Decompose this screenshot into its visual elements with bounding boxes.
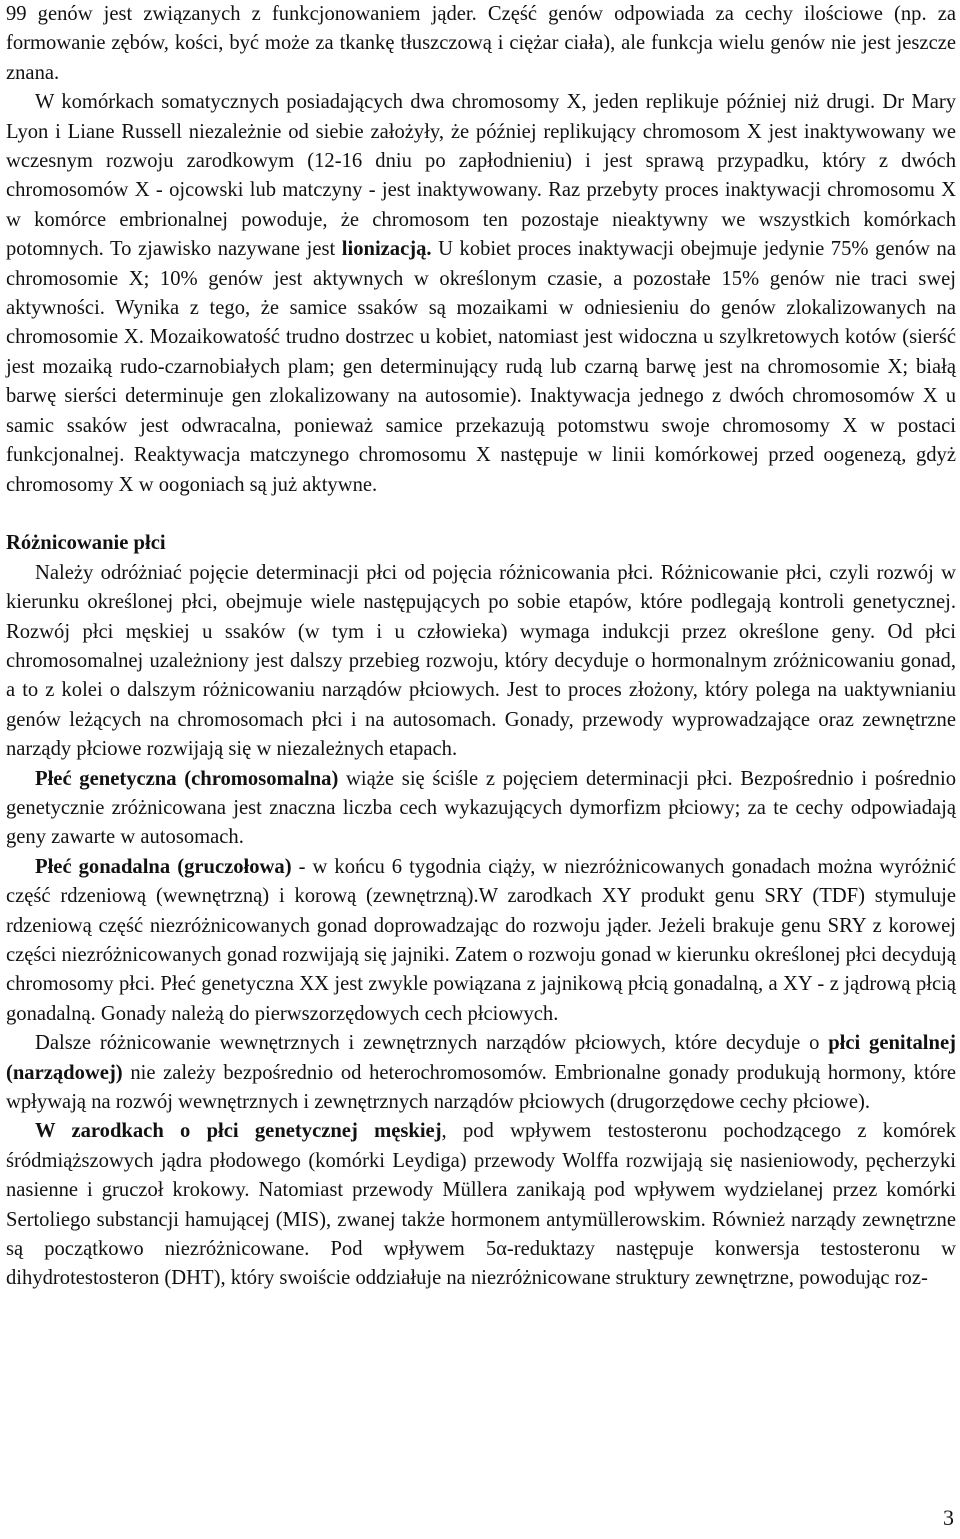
- term-genetic-sex: Płeć genetyczna (chromosomalna): [35, 767, 339, 790]
- term-gonadal-sex: Płeć gonadalna (gruczołowa): [35, 855, 292, 878]
- section-heading: Różnicowanie płci: [6, 532, 166, 555]
- term-male-embryo: W zarodkach o płci genetycznej męskiej: [35, 1120, 442, 1143]
- paragraph-text: nie zależy bezpośrednio od heterochromosomów. Embrionalne gonady produkują hormony, które wpływają na rozwój wewnętrznych i zewnętrznych narządów płciowych (drugorzędowe cechy płciowe).: [6, 1061, 956, 1114]
- page-number: 3: [943, 1505, 954, 1530]
- paragraph-text: W komórkach somatycznych posiadających dwa chromosomy X, jeden replikuje później niż drugi. Dr Mary Lyon i Liane Russell niezależnie od siebie założyły, że później replikujący chromosom X jest inaktywowany we wczesnym rozwoju zarodkowym (12-16 dniu po zapłodnieniu) i jest sprawą przypadku, który z dwóch chromosomów X - ojcowski lub matczyny - jest inaktywowany. Raz przebyty proces inaktywacji chromosomu X w komórce embrionalnej powoduje, że chromosom ten pozostaje nieaktywny we wszystkich komórkach potomnych. To zjawisko nazywane jest: [6, 91, 956, 261]
- paragraph-male-embryo: [6, 1117, 956, 1293]
- term-lionization: lionizacją.: [341, 238, 432, 261]
- paragraph-text: , pod wpływem testosteronu pochodzącego z komórek śródmiąższowych jądra płodowego (komórki Leydiga) przewody Wolffa rozwijają się nasieniowody, pęcherzyki nasienne i gruczoł krokowy. Natomiast przewody Müllera zanikają pod wpływem wydzielanej przez komórki Sertoliego substancji hamującej (MIS), zwanej także hormonem antymüllerowskim. Również narządy zewnętrzne są początkowo niezróżnicowane. Pod wpływem 5α-reduktazy następuje konwersja testosteronu w dihydrotestosteron (DHT), który swoiście oddziałuje na niezróżnicowane struktury zewnętrzne, powodując roz-: [6, 1120, 956, 1290]
- paragraph-text: U kobiet proces inaktywacji obejmuje jedynie 75% genów na chromosomie X; 10% genów jest aktywnych w określonym czasie, a pozostałe 15% genów nie traci swej aktywności. Wynika z tego, że samice ssaków są mozaikami w odniesieniu do genów zlokalizowanych na chromosomie X. Mozaikowatość trudno dostrzec u kobiet, natomiast jest widoczna u szylkretowych kotów (sierść jest mozaiką rudo-czarnobiałych plam; gen determinujący rudą lub czarną barwę jest na chromosomie X; białą barwę sierści determinuje gen zlokalizowany na autosomie). Inaktywacja jednego z dwóch chromosomów X u samic ssaków jest odwracalna, ponieważ samice przekazują potomstwu swoje chromosomy X w postaci funkcjonalnej. Reaktywacja matczynego chromosomu X następuje w linii komórkowej przed oogenezą, gdyż chromosomy X w oogoniach są już aktywne.: [6, 238, 956, 496]
- paragraph-text: - w końcu 6 tygodnia ciąży, w niezróżnicowanych gonadach można wyróżnić część rdzeniową (wewnętrzną) i korową (zewnętrzną).W zarodkach XY produkt genu SRY (TDF) stymuluje rdzeniową część niezróżnicowanych gonad doprowadzając do rozwoju jąder. Jeżeli brakuje genu SRY z korowej części niezróżnicowanych gonad rozwijają się jajniki. Zatem o rozwoju gonad w kierunku określonej płci decydują chromosomy płci. Płeć genetyczna XX jest zwykle powiązana z jajnikową płcią gonadalną, a XY - z jądrową płcią gonadalną. Gonady należą do pierwszorzędowych cech płciowych.: [6, 855, 956, 1025]
- paragraph-text: wiąże się ściśle z pojęciem determinacji płci. Bezpośrednio i pośrednio genetycznie zróżnicowana jest znaczna liczba cech wykazujących dymorfizm płciowy; za te cechy odpowiadają geny zawarte w autosomach.: [6, 767, 956, 849]
- paragraph-x-inactivation: [6, 88, 956, 500]
- document-page: [6, 0, 956, 1294]
- paragraph-genital-sex: [6, 1029, 956, 1117]
- paragraph-text: Dalsze różnicowanie wewnętrznych i zewnętrznych narządów płciowych, które decyduje o: [35, 1032, 829, 1055]
- term-genital-sex: płci genitalnej (narządowej): [6, 1032, 956, 1084]
- paragraph-gonadal-sex: [6, 853, 956, 1029]
- paragraph-genetic-sex: [6, 765, 956, 853]
- paragraph-sex-differentiation: Należy odróżniać pojęcie determinacji płci od pojęcia różnicowania płci. Różnicowanie płci, czyli rozwój w kierunku określonej płci, obejmuje wiele następujących po sobie etapów, które podlegają kontroli genetycznej. Rozwój płci męskiej u ssaków (w tym i u człowieka) wymaga indukcji przez określone geny. Od płci chromosomalnej uzależniony jest dalszy przebieg rozwoju, który decyduje o hormonalnym zróżnicowaniu gonad, a to z kolei o dalszym różnicowaniu narządów płciowych. Jest to proces złożony, który polega na uaktywnianiu genów leżących na chromosomach płci i na autosomach. Gonady, przewody wyprowadzające oraz zewnętrzne narządy płciowe rozwijają się w niezależnych etapach.: [6, 561, 956, 761]
- paragraph-continuation: 99 genów jest związanych z funkcjonowaniem jąder. Część genów odpowiada za cechy ilościowe (np. za formowanie zębów, kości, być może za tkankę tłuszczową i ciężar ciała), ale funkcja wielu genów nie jest jeszcze znana.: [6, 3, 956, 84]
